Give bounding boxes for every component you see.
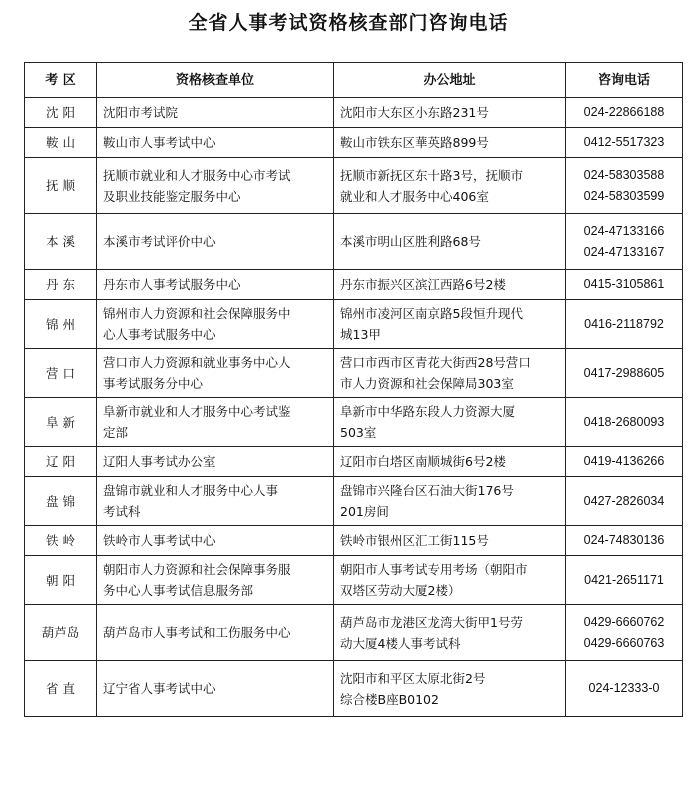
unit-cell [97, 605, 334, 661]
region-cell: 鞍 山 [25, 128, 97, 158]
unit-line: 铁岭市人事考试中心 [103, 533, 216, 548]
header-unit: 资格核查单位 [97, 63, 334, 98]
table-row [25, 477, 683, 526]
unit-line: 及职业技能鉴定服务中心 [103, 188, 241, 204]
unit-cell [97, 661, 334, 717]
unit-line: 锦州市人力资源和社会保障服务中 [103, 306, 291, 321]
region-cell: 丹 东 [25, 270, 97, 300]
unit-line: 事考试服务分中心 [103, 376, 204, 391]
header-region: 考 区 [25, 63, 97, 98]
address-line: 综合楼B座B0102 [340, 691, 439, 707]
phone-cell [566, 98, 683, 128]
unit-cell [97, 349, 334, 398]
unit-line: 考试科 [103, 504, 141, 519]
phone-cell [566, 349, 683, 398]
phone-line: 0429-6660763 [583, 635, 665, 650]
address-line: 鞍山市铁东区華英路899号 [340, 135, 489, 150]
region-cell: 沈 阳 [25, 98, 97, 128]
region-cell: 抚 顺 [25, 158, 97, 214]
phone-line: 0418-2680093 [583, 414, 665, 429]
phone-line: 024-58303588 [583, 167, 665, 182]
unit-line: 朝阳市人力资源和社会保障事务服 [103, 562, 291, 577]
unit-line: 鞍山市人事考试中心 [103, 135, 216, 150]
phone-line: 0429-6660762 [583, 614, 665, 629]
phone-cell [566, 447, 683, 477]
table-body [25, 98, 683, 717]
address-line: 营口市西市区青花大街西28号营口 [340, 355, 531, 370]
phone-cell [566, 300, 683, 349]
address-cell [334, 349, 566, 398]
address-cell [334, 556, 566, 605]
phone-cell [566, 128, 683, 158]
phone-cell [566, 158, 683, 214]
unit-cell [97, 447, 334, 477]
address-line: 丹东市振兴区滨江西路6号2楼 [340, 277, 506, 292]
address-cell [334, 300, 566, 349]
address-cell [334, 605, 566, 661]
region-cell: 省 直 [25, 661, 97, 717]
phone-cell [566, 398, 683, 447]
unit-cell [97, 158, 334, 214]
address-cell [334, 526, 566, 556]
unit-line: 定部 [103, 425, 129, 440]
contact-table [24, 62, 683, 717]
address-cell [334, 270, 566, 300]
phone-line: 0415-3105861 [583, 277, 665, 291]
region-cell: 朝 阳 [25, 556, 97, 605]
unit-cell [97, 270, 334, 300]
address-line: 锦州市凌河区南京路5段恒升现代 [340, 306, 523, 321]
address-line: 就业和人才服务中心406室 [340, 188, 489, 204]
table-row [25, 300, 683, 349]
header-phone: 咨询电话 [566, 63, 683, 98]
unit-cell [97, 128, 334, 158]
address-cell [334, 214, 566, 270]
table-row [25, 605, 683, 661]
region-cell: 铁 岭 [25, 526, 97, 556]
address-line: 辽阳市白塔区南顺城街6号2楼 [340, 454, 506, 469]
unit-line: 沈阳市考试院 [103, 105, 179, 120]
phone-line: 024-47133167 [583, 244, 665, 259]
unit-line: 务中心人事考试信息服务部 [103, 583, 254, 598]
unit-cell [97, 300, 334, 349]
phone-cell [566, 270, 683, 300]
address-line: 阜新市中华路东段人力资源大厦 [340, 404, 516, 419]
unit-line: 本溪市考试评价中心 [103, 234, 216, 249]
unit-cell [97, 398, 334, 447]
table-row [25, 526, 683, 556]
table-row [25, 349, 683, 398]
table-row [25, 128, 683, 158]
region-cell: 阜 新 [25, 398, 97, 447]
table-row [25, 398, 683, 447]
phone-line: 0421-2651171 [584, 572, 664, 587]
unit-line: 盘锦市就业和人才服务中心人事 [103, 483, 279, 498]
address-line: 市人力资源和社会保障局303室 [340, 376, 514, 391]
address-cell [334, 661, 566, 717]
address-line: 铁岭市银州区汇工街115号 [340, 533, 489, 548]
phone-line: 024-47133166 [583, 223, 665, 238]
address-cell [334, 447, 566, 477]
unit-line: 辽宁省人事考试中心 [103, 681, 216, 696]
phone-cell [566, 661, 683, 717]
page-title: 全省人事考试资格核查部门咨询电话 [188, 12, 509, 34]
phone-cell [566, 556, 683, 605]
address-line: 沈阳市大东区小东路231号 [340, 105, 489, 120]
region-cell: 本 溪 [25, 214, 97, 270]
address-cell [334, 477, 566, 526]
address-line: 本溪市明山区胜利路68号 [340, 234, 481, 249]
phone-cell [566, 214, 683, 270]
unit-line: 抚顺市就业和人才服务中心市考试 [103, 167, 291, 183]
phone-line: 0427-2826034 [583, 493, 665, 508]
address-line: 201房间 [340, 504, 389, 519]
table-row [25, 98, 683, 128]
table-row [25, 556, 683, 605]
region-cell: 锦 州 [25, 300, 97, 349]
unit-line: 阜新市就业和人才服务中心考试鉴 [103, 404, 291, 419]
address-line: 盘锦市兴隆台区石油大街176号 [340, 483, 514, 498]
table-row [25, 447, 683, 477]
address-line: 抚顺市新抚区东十路3号，抚顺市 [340, 167, 523, 183]
address-line: 葫芦岛市龙港区龙湾大街甲1号劳 [340, 614, 523, 630]
region-cell: 葫芦岛 [25, 605, 97, 661]
address-line: 动大厦4楼人事考试科 [340, 635, 461, 651]
phone-cell [566, 526, 683, 556]
unit-line: 心人事考试服务中心 [103, 327, 216, 342]
unit-cell [97, 98, 334, 128]
region-cell: 盘 锦 [25, 477, 97, 526]
unit-line: 丹东市人事考试服务中心 [103, 277, 241, 292]
table-row [25, 214, 683, 270]
header-row [25, 63, 683, 98]
phone-cell [566, 477, 683, 526]
table-row [25, 270, 683, 300]
phone-line: 0417-2988605 [583, 365, 665, 380]
phone-line: 0412-5517323 [583, 135, 665, 149]
address-line: 城13甲 [340, 327, 381, 342]
phone-line: 0419-4136266 [583, 454, 665, 468]
address-cell [334, 98, 566, 128]
table-row [25, 158, 683, 214]
address-line: 双塔区劳动大厦2楼） [340, 583, 461, 598]
address-cell [334, 398, 566, 447]
region-cell: 辽 阳 [25, 447, 97, 477]
unit-line: 辽阳人事考试办公室 [103, 454, 216, 469]
phone-line: 024-22866188 [583, 105, 665, 119]
address-line: 沈阳市和平区太原北街2号 [340, 670, 486, 686]
unit-cell [97, 556, 334, 605]
phone-line: 024-74830136 [583, 533, 665, 547]
region-cell: 营 口 [25, 349, 97, 398]
address-line: 503室 [340, 425, 377, 440]
unit-line: 葫芦岛市人事考试和工伤服务中心 [103, 625, 291, 640]
table-row [25, 661, 683, 717]
address-cell [334, 128, 566, 158]
unit-cell [97, 214, 334, 270]
phone-line: 024-12333-0 [588, 681, 660, 695]
unit-cell [97, 526, 334, 556]
phone-line: 024-58303599 [583, 188, 665, 203]
header-address: 办公地址 [334, 63, 566, 98]
phone-cell [566, 605, 683, 661]
unit-cell [97, 477, 334, 526]
address-cell [334, 158, 566, 214]
unit-line: 营口市人力资源和就业事务中心人 [103, 355, 291, 370]
address-line: 朝阳市人事考试专用考场（朝阳市 [340, 562, 528, 577]
phone-line: 0416-2118792 [584, 316, 664, 331]
